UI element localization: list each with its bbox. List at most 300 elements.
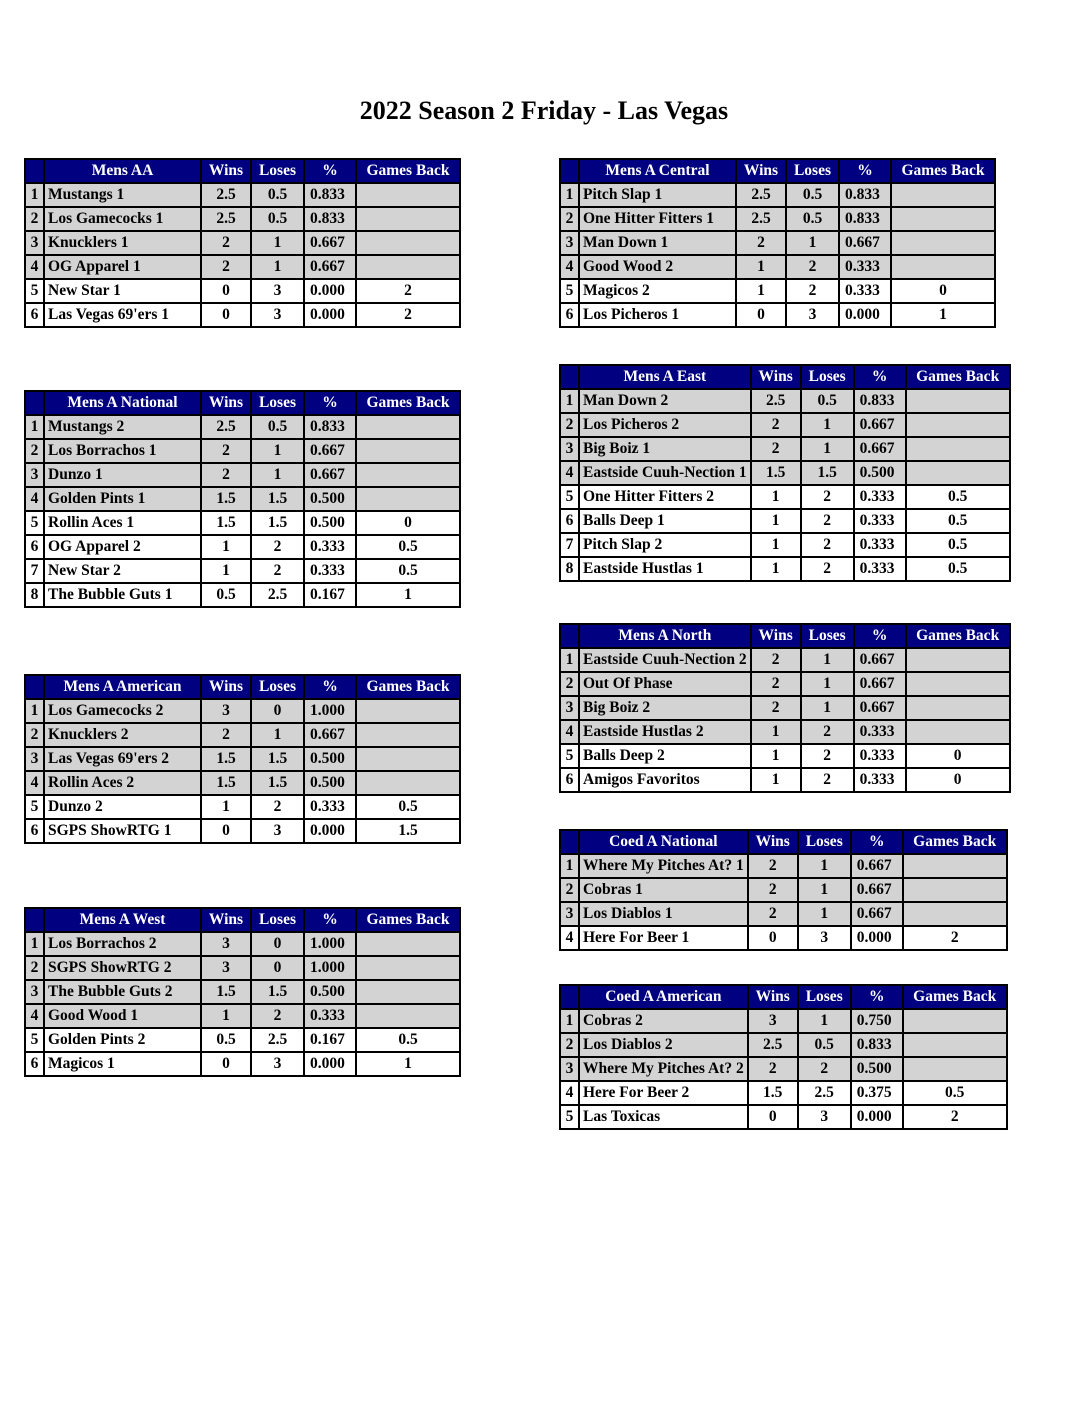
table-row: [560, 389, 1010, 413]
wins-cell: 0: [748, 1105, 798, 1129]
loses-cell: 1: [801, 437, 854, 461]
standings-table-mens-a-west: [24, 907, 461, 1077]
loses-cell: 2: [251, 1004, 304, 1028]
team-name: Eastside Cuuh-Nection 2: [579, 648, 751, 672]
table-row: [560, 1009, 1007, 1033]
loses-cell: 3: [786, 303, 839, 327]
wins-cell: 2: [748, 902, 798, 926]
team-name: Las Vegas 69'ers 1: [44, 303, 201, 327]
table-row: [25, 303, 460, 327]
team-name: SGPS ShowRTG 1: [44, 819, 201, 843]
wins-cell: 1: [201, 1004, 251, 1028]
wins-header: Wins: [736, 159, 786, 183]
team-name: Golden Pints 1: [44, 487, 201, 511]
table-row: [560, 437, 1010, 461]
loses-cell: 1.5: [251, 747, 304, 771]
games-back-cell: [356, 207, 460, 231]
team-name: New Star 2: [44, 559, 201, 583]
pct-cell: 0.500: [304, 747, 356, 771]
wins-cell: 2: [748, 854, 798, 878]
wins-cell: 1: [736, 255, 786, 279]
table-row: [560, 902, 1007, 926]
standings-table-coed-a-american: [559, 984, 1008, 1130]
wins-cell: 1: [201, 559, 251, 583]
rank-cell: 5: [25, 279, 44, 303]
loses-cell: 2: [801, 720, 854, 744]
loses-header: Loses: [801, 365, 854, 389]
wins-cell: 0: [201, 279, 251, 303]
table-row: [25, 207, 460, 231]
games-back-cell: 2: [903, 926, 1007, 950]
wins-cell: 0: [748, 926, 798, 950]
rank-cell: 3: [560, 1057, 579, 1081]
loses-cell: 1: [798, 854, 851, 878]
wins-cell: 2: [201, 255, 251, 279]
rank-cell: 1: [560, 183, 579, 207]
rank-cell: 1: [560, 854, 579, 878]
pct-cell: 0.833: [304, 415, 356, 439]
table-header-row: [25, 675, 460, 699]
team-name: One Hitter Fitters 1: [579, 207, 736, 231]
rank-cell: 4: [560, 926, 579, 950]
wins-header: Wins: [748, 830, 798, 854]
rank-cell: 1: [25, 932, 44, 956]
pct-cell: 0.333: [854, 509, 906, 533]
rank-cell: 2: [25, 956, 44, 980]
team-name: Magicos 1: [44, 1052, 201, 1076]
table-row: [25, 723, 460, 747]
rank-cell: 7: [560, 533, 579, 557]
games-back-cell: [356, 415, 460, 439]
games-back-cell: 0.5: [356, 1028, 460, 1052]
loses-cell: 3: [251, 819, 304, 843]
table-header-row: [560, 830, 1007, 854]
division-name: Mens A West: [44, 908, 201, 932]
rank-cell: 3: [560, 902, 579, 926]
team-name: Eastside Hustlas 2: [579, 720, 751, 744]
wins-cell: 3: [201, 956, 251, 980]
division-name: Mens A East: [579, 365, 751, 389]
games-back-cell: [903, 854, 1007, 878]
pct-cell: 0.833: [854, 389, 906, 413]
rank-cell: 3: [25, 463, 44, 487]
loses-cell: 2: [801, 509, 854, 533]
rank-cell: 1: [560, 1009, 579, 1033]
games-back-cell: [906, 672, 1010, 696]
pct-header: %: [851, 830, 903, 854]
division-name: Mens A National: [44, 391, 201, 415]
table-row: [25, 1028, 460, 1052]
rank-cell: 5: [25, 1028, 44, 1052]
rank-header: [25, 675, 44, 699]
page-title: 2022 Season 2 Friday - Las Vegas: [359, 96, 729, 125]
rank-cell: 5: [560, 1105, 579, 1129]
table-row: [560, 533, 1010, 557]
table-header-row: [560, 985, 1007, 1009]
wins-cell: 2: [201, 231, 251, 255]
games-back-cell: [356, 231, 460, 255]
pct-header: %: [304, 159, 356, 183]
rank-cell: 4: [25, 771, 44, 795]
games-back-header: Games Back: [903, 830, 1007, 854]
wins-cell: 1.5: [201, 771, 251, 795]
wins-cell: 2: [201, 723, 251, 747]
games-back-cell: [903, 1033, 1007, 1057]
rank-cell: 4: [560, 461, 579, 485]
wins-cell: 2.5: [748, 1033, 798, 1057]
loses-cell: 2.5: [251, 1028, 304, 1052]
pct-cell: 0.375: [851, 1081, 903, 1105]
loses-cell: 3: [251, 303, 304, 327]
wins-cell: 1.5: [201, 487, 251, 511]
loses-cell: 1: [786, 231, 839, 255]
team-name: Las Vegas 69'ers 2: [44, 747, 201, 771]
team-name: Los Gamecocks 1: [44, 207, 201, 231]
wins-cell: 2.5: [201, 183, 251, 207]
rank-cell: 5: [560, 279, 579, 303]
loses-cell: 2: [251, 559, 304, 583]
loses-cell: 2: [786, 255, 839, 279]
wins-cell: 1.5: [201, 747, 251, 771]
games-back-cell: [891, 255, 995, 279]
rank-cell: 4: [560, 255, 579, 279]
table-row: [560, 878, 1007, 902]
team-name: Where My Pitches At? 1: [579, 854, 748, 878]
pct-cell: 0.833: [304, 183, 356, 207]
loses-cell: 3: [251, 279, 304, 303]
games-back-cell: 0.5: [906, 509, 1010, 533]
games-back-header: Games Back: [906, 624, 1010, 648]
wins-cell: 0: [201, 303, 251, 327]
wins-header: Wins: [748, 985, 798, 1009]
loses-cell: 0.5: [801, 389, 854, 413]
team-name: Out Of Phase: [579, 672, 751, 696]
rank-cell: 5: [560, 744, 579, 768]
games-back-cell: 0.5: [356, 535, 460, 559]
team-name: Knucklers 1: [44, 231, 201, 255]
rank-cell: 1: [25, 415, 44, 439]
table-row: [25, 699, 460, 723]
loses-cell: 0.5: [251, 415, 304, 439]
division-name: Coed A American: [579, 985, 748, 1009]
table-header-row: [25, 908, 460, 932]
standings-table-mens-aa: [24, 158, 461, 328]
loses-header: Loses: [801, 624, 854, 648]
team-name: Amigos Favoritos: [579, 768, 751, 792]
games-back-header: Games Back: [356, 159, 460, 183]
table-row: [25, 771, 460, 795]
pct-cell: 0.667: [304, 255, 356, 279]
rank-cell: 1: [25, 699, 44, 723]
table-row: [560, 854, 1007, 878]
wins-cell: 0: [201, 819, 251, 843]
standings-table-mens-a-north: [559, 623, 1011, 793]
loses-cell: 2: [801, 768, 854, 792]
pct-cell: 0.333: [304, 1004, 356, 1028]
team-name: Big Boiz 1: [579, 437, 751, 461]
pct-cell: 0.667: [304, 723, 356, 747]
wins-cell: 2: [751, 648, 801, 672]
games-back-cell: 1: [356, 583, 460, 607]
wins-cell: 1: [201, 795, 251, 819]
table-row: [560, 672, 1010, 696]
games-back-cell: [903, 1009, 1007, 1033]
rank-cell: 4: [25, 255, 44, 279]
pct-header: %: [851, 985, 903, 1009]
table-row: [25, 535, 460, 559]
loses-cell: 2: [786, 279, 839, 303]
table-row: [25, 463, 460, 487]
games-back-cell: 1.5: [356, 819, 460, 843]
rank-cell: 5: [25, 511, 44, 535]
team-name: New Star 1: [44, 279, 201, 303]
team-name: Cobras 2: [579, 1009, 748, 1033]
rank-cell: 3: [25, 231, 44, 255]
rank-cell: 1: [25, 183, 44, 207]
pct-cell: 0.000: [851, 1105, 903, 1129]
loses-cell: 2: [251, 795, 304, 819]
table-row: [25, 439, 460, 463]
division-name: Mens A American: [44, 675, 201, 699]
rank-cell: 6: [25, 1052, 44, 1076]
wins-cell: 1: [751, 533, 801, 557]
games-back-cell: 0.5: [356, 795, 460, 819]
team-name: Cobras 1: [579, 878, 748, 902]
wins-cell: 2: [748, 1057, 798, 1081]
table-header-row: [560, 365, 1010, 389]
pct-cell: 0.333: [839, 255, 891, 279]
games-back-cell: [356, 771, 460, 795]
table-row: [25, 279, 460, 303]
wins-cell: 2.5: [736, 207, 786, 231]
team-name: Eastside Hustlas 1: [579, 557, 751, 581]
games-back-cell: 0.5: [356, 559, 460, 583]
pct-header: %: [304, 391, 356, 415]
pct-cell: 0.500: [854, 461, 906, 485]
loses-cell: 1.5: [801, 461, 854, 485]
loses-cell: 2: [801, 533, 854, 557]
table-header-row: [560, 159, 995, 183]
games-back-cell: 2: [356, 279, 460, 303]
pct-cell: 0.667: [304, 439, 356, 463]
rank-cell: 3: [25, 747, 44, 771]
loses-cell: 1: [798, 878, 851, 902]
pct-cell: 0.167: [304, 1028, 356, 1052]
table-row: [560, 1081, 1007, 1105]
pct-cell: 0.833: [851, 1033, 903, 1057]
table-row: [560, 255, 995, 279]
pct-cell: 0.000: [304, 819, 356, 843]
division-name: Mens A North: [579, 624, 751, 648]
loses-header: Loses: [251, 675, 304, 699]
wins-cell: 2.5: [201, 415, 251, 439]
loses-cell: 0.5: [251, 207, 304, 231]
pct-cell: 0.333: [304, 559, 356, 583]
games-back-cell: [903, 902, 1007, 926]
wins-cell: 2: [751, 672, 801, 696]
team-name: Here For Beer 2: [579, 1081, 748, 1105]
team-name: Man Down 2: [579, 389, 751, 413]
team-name: Big Boiz 2: [579, 696, 751, 720]
table-row: [560, 696, 1010, 720]
loses-cell: 0.5: [251, 183, 304, 207]
table-row: [560, 461, 1010, 485]
pct-cell: 0.500: [304, 771, 356, 795]
games-back-cell: [906, 389, 1010, 413]
games-back-cell: [891, 231, 995, 255]
games-back-cell: [906, 648, 1010, 672]
pct-cell: 0.667: [304, 463, 356, 487]
pct-cell: 0.333: [854, 533, 906, 557]
loses-cell: 0: [251, 956, 304, 980]
pct-cell: 0.167: [304, 583, 356, 607]
games-back-cell: [356, 183, 460, 207]
wins-cell: 1: [751, 744, 801, 768]
standings-table-coed-a-national: [559, 829, 1008, 951]
loses-cell: 1: [801, 413, 854, 437]
pct-header: %: [839, 159, 891, 183]
wins-header: Wins: [751, 365, 801, 389]
loses-cell: 1: [801, 672, 854, 696]
table-row: [560, 413, 1010, 437]
table-row: [25, 747, 460, 771]
table-header-row: [560, 624, 1010, 648]
table-row: [25, 231, 460, 255]
division-name: Coed A National: [579, 830, 748, 854]
team-name: The Bubble Guts 1: [44, 583, 201, 607]
games-back-cell: [906, 696, 1010, 720]
games-back-cell: 1: [356, 1052, 460, 1076]
games-back-cell: [891, 207, 995, 231]
pct-header: %: [304, 675, 356, 699]
division-name: Mens AA: [44, 159, 201, 183]
games-back-cell: [906, 720, 1010, 744]
loses-cell: 1: [801, 696, 854, 720]
games-back-cell: [356, 439, 460, 463]
team-name: Good Wood 1: [44, 1004, 201, 1028]
table-row: [560, 485, 1010, 509]
pct-cell: 0.500: [851, 1057, 903, 1081]
team-name: Pitch Slap 1: [579, 183, 736, 207]
team-name: Las Toxicas: [579, 1105, 748, 1129]
rank-header: [560, 985, 579, 1009]
table-row: [560, 648, 1010, 672]
table-row: [25, 487, 460, 511]
games-back-header: Games Back: [356, 675, 460, 699]
standings-table-mens-a-east: [559, 364, 1011, 582]
rank-cell: 5: [25, 795, 44, 819]
loses-cell: 3: [798, 926, 851, 950]
rank-cell: 2: [560, 672, 579, 696]
pct-cell: 0.333: [854, 557, 906, 581]
games-back-cell: 0.5: [906, 557, 1010, 581]
pct-header: %: [854, 365, 906, 389]
team-name: Los Picheros 1: [579, 303, 736, 327]
rank-header: [560, 624, 579, 648]
loses-cell: 1: [801, 648, 854, 672]
pct-header: %: [854, 624, 906, 648]
team-name: Knucklers 2: [44, 723, 201, 747]
team-name: Balls Deep 1: [579, 509, 751, 533]
wins-cell: 2.5: [751, 389, 801, 413]
games-back-cell: 0: [906, 768, 1010, 792]
rank-cell: 8: [560, 557, 579, 581]
games-back-header: Games Back: [906, 365, 1010, 389]
games-back-cell: [356, 956, 460, 980]
rank-cell: 2: [25, 439, 44, 463]
games-back-cell: [356, 747, 460, 771]
rank-cell: 7: [25, 559, 44, 583]
rank-cell: 2: [25, 723, 44, 747]
loses-cell: 1: [798, 1009, 851, 1033]
loses-cell: 0: [251, 699, 304, 723]
wins-cell: 2: [736, 231, 786, 255]
rank-cell: 3: [560, 437, 579, 461]
table-row: [25, 1052, 460, 1076]
games-back-cell: 2: [356, 303, 460, 327]
team-name: Eastside Cuuh-Nection 1: [579, 461, 751, 485]
pct-cell: 1.000: [304, 956, 356, 980]
games-back-cell: [356, 1004, 460, 1028]
loses-cell: 1.5: [251, 487, 304, 511]
games-back-header: Games Back: [356, 908, 460, 932]
wins-cell: 1: [751, 720, 801, 744]
pct-cell: 0.667: [851, 878, 903, 902]
loses-cell: 2: [801, 744, 854, 768]
rank-cell: 2: [25, 207, 44, 231]
games-back-cell: [356, 255, 460, 279]
pct-cell: 0.667: [854, 696, 906, 720]
games-back-cell: [903, 878, 1007, 902]
loses-cell: 0.5: [786, 207, 839, 231]
team-name: The Bubble Guts 2: [44, 980, 201, 1004]
wins-cell: 1: [751, 485, 801, 509]
table-row: [560, 303, 995, 327]
loses-cell: 1.5: [251, 980, 304, 1004]
loses-cell: 2: [798, 1057, 851, 1081]
games-back-cell: [903, 1057, 1007, 1081]
team-name: Here For Beer 1: [579, 926, 748, 950]
team-name: Mustangs 2: [44, 415, 201, 439]
loses-cell: 2.5: [798, 1081, 851, 1105]
loses-cell: 3: [251, 1052, 304, 1076]
table-header-row: [25, 159, 460, 183]
table-row: [25, 559, 460, 583]
loses-cell: 2: [251, 535, 304, 559]
pct-cell: 0.667: [854, 672, 906, 696]
wins-cell: 1: [751, 557, 801, 581]
loses-cell: 1.5: [251, 771, 304, 795]
loses-cell: 2: [801, 557, 854, 581]
pct-header: %: [304, 908, 356, 932]
table-row: [560, 1105, 1007, 1129]
team-name: Los Diablos 1: [579, 902, 748, 926]
pct-cell: 0.500: [304, 487, 356, 511]
loses-cell: 0.5: [786, 183, 839, 207]
wins-cell: 3: [201, 932, 251, 956]
pct-cell: 0.500: [304, 511, 356, 535]
pct-cell: 0.000: [304, 279, 356, 303]
games-back-cell: [906, 413, 1010, 437]
rank-cell: 2: [560, 413, 579, 437]
pct-cell: 0.000: [304, 1052, 356, 1076]
team-name: Where My Pitches At? 2: [579, 1057, 748, 1081]
rank-cell: 1: [560, 389, 579, 413]
wins-header: Wins: [751, 624, 801, 648]
pct-cell: 0.667: [854, 648, 906, 672]
wins-cell: 2: [751, 437, 801, 461]
wins-cell: 2.5: [201, 207, 251, 231]
